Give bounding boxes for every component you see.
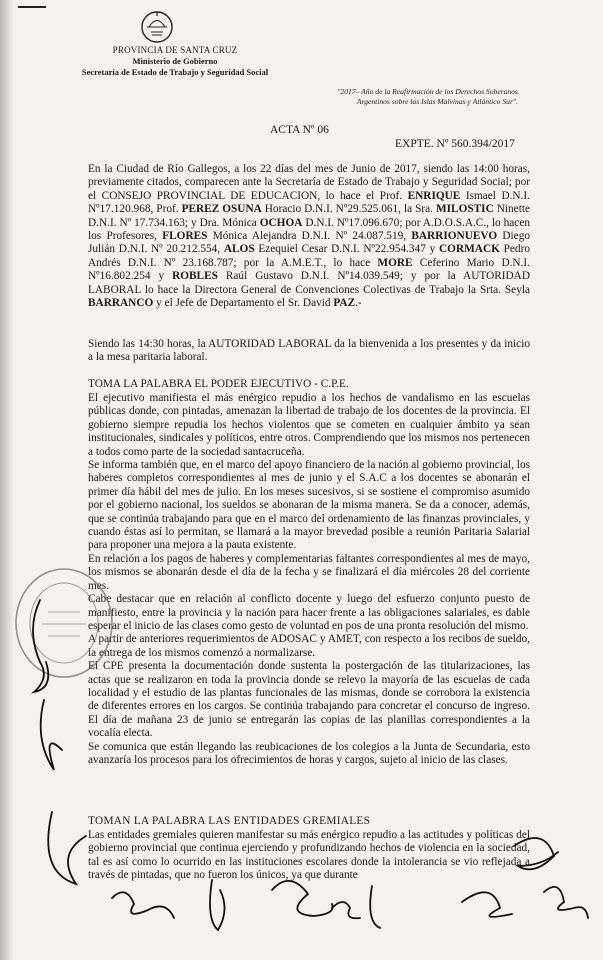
year-motto-line1: "2017– Año de la Reafirmación de los Derechos Soberanos — [337, 87, 518, 96]
section-heading-executive: TOMA LA PALABRA EL PODER EJECUTIVO - C.P.E. — [88, 378, 349, 390]
executive-paragraph: En relación a los pagos de haberes y complementarias faltantes correspondientes al mes de mayo, los mismos se abonarán desde el día de la fecha y se finalizará el día miércoles 28 del corriente mes. — [88, 552, 530, 592]
text-run: En la Ciudad de Río Gallegos, a los 22 días del mes de Junio de 2017, siendo las 14:00 horas, previamente citados, comparecen ante la Secretaría de Estado de Trabajo y Seguridad Social; por el CONSEJO PROVINCIAL DE EDUCACION, lo hace el Prof. — [88, 163, 530, 202]
province-crest-icon — [140, 10, 174, 44]
participant-surname: OCHOA — [259, 216, 303, 229]
text-run: Ninette D.N.I. Nº 17.734.163; y Dra. Mónica — [88, 203, 530, 229]
participant-surname: PEREZ OSUNA — [181, 203, 262, 216]
text-run: Ceferino Mario D.N.I. Nº16.802.254 y — [88, 256, 530, 283]
participant-surname: CORMACK — [439, 243, 500, 256]
signature-bottom-6 — [544, 887, 588, 918]
participant-surname: BARRANCO — [88, 297, 154, 310]
header-province: PROVINCIA DE SANTA CRUZ — [112, 45, 238, 55]
year-motto-line2: Argentinos sobre las Islas Malvinas y Atlántico Sur". — [356, 97, 518, 106]
text-run: Raúl Gustavo D.N.I. Nº14.039.549; y por la AUTORIDAD LABORAL lo hace la Directora General de Convenciones Colectivas de Trabajo la Srta. Seyla — [88, 270, 530, 296]
signature-bottom-3 — [272, 881, 333, 916]
text-run: Horacio D.N.I. Nº29.525.061, la Sra. — [261, 203, 436, 216]
participant-surname: ROBLES — [172, 270, 218, 283]
signature-left-margin-2 — [41, 700, 62, 770]
welcome-text: Siendo las 14:30 horas, la AUTORIDAD LABORAL da la bienvenida a los presentes y da inicio a la mesa paritaria laboral. — [88, 338, 530, 364]
signature-bottom-1 — [112, 892, 174, 918]
participant-surname: BARRIONUEVO — [411, 230, 498, 243]
executive-paragraph: A partir de anteriores requerimientos de ADOSAC y AMET, con respecto a los recibos de sueldo, la entrega de los mismos comenzó a normalizarse. — [88, 633, 530, 659]
text-run: Ezequiel Cesar D.N.I. Nº22.954.347 y — [254, 243, 440, 256]
executive-paragraph: Se informa también que, en el marco del apoyo financiero de la nación al gobierno provincial, los haberes completos correspondientes al mes de junio y el S.A.C a los docentes se abonarán el primer día hábil del mes de julio. En los meses sucesivos, si se sostiene el compromiso asumido por el gobierno nacional, los sueldos se abonaran de la misma manera. Se da a conocer, además, que se continúa trabajando para que en el marco del ordenamiento de las finanzas provinciales, y cuando éstas así lo permitan, se llamará a la mayor brevedad posible a reunión Paritaria Salarial para proponer una mejora a la pauta existente. — [88, 459, 530, 552]
text-run: Diego Julián D.N.I. Nº 20.212.554, — [88, 230, 530, 256]
executive-paragraph: El ejecutivo manifiesta el más enérgico repudio a los hechos de vandalismo en las escuelas públicas donde, con pintadas, amenazan la libertad de trabajo de los docentes de la provincia. El gobierno siempre repudia los hechos violentos que se cometen en cualquier ámbito ya sean institucionales, sindicales y políticos, entre otros. Comprendiendo que los mismos nos pertenecen a todos como parte de la sociedad santacruceña. — [88, 392, 530, 458]
unions-section — [88, 829, 530, 883]
signature-left-margin-3 — [48, 812, 86, 884]
section-heading-unions: TOMAN LA PALABRA LAS ENTIDADES GREMIALES — [88, 815, 371, 827]
scan-edge-shadow — [0, 0, 14, 960]
participant-surname: MORE — [377, 256, 413, 269]
acta-number: ACTA Nº 06 — [270, 124, 329, 136]
participant-surname: FLORES — [162, 230, 208, 243]
text-run: y el Jefe de Departamento el Sr. David — [153, 297, 334, 310]
pen-mark — [18, 6, 46, 8]
signature-bottom-4 — [332, 886, 380, 928]
text-run: Ismael D.N.I. Nº17.120.968, Prof. — [88, 189, 531, 216]
executive-paragraph: Se comunica que están llegando las reubicaciones de los colegios a la Junta de Secundaria, esto avanzaría los procesos para los ofrecimientos de horas y cargos, sujeto al inicio de las clases. — [88, 740, 530, 766]
executive-section — [88, 392, 530, 767]
header-ministry: Ministerio de Gobierno — [132, 56, 218, 66]
expediente-number: EXPTE. Nº 560.394/2017 — [395, 138, 515, 150]
text-run: Mónica Alejandra D.N.I. Nº 24.087.519, — [207, 230, 412, 243]
signature-bottom-5 — [462, 892, 512, 917]
participant-surname: PAZ — [333, 297, 356, 310]
signature-bottom-2 — [210, 880, 225, 930]
header-secretariat: Secretaría de Estado de Trabajo y Seguridad Social — [81, 67, 269, 77]
text-run: .- — [355, 297, 362, 310]
executive-paragraph: Cabe destacar que en relación al conflicto docente y luego del esfuerzo conjunto puesto de manifiesto, entre la provincia y la nación para hacer frente a las obligaciones salariales, es dable esperar el inicio de las clases como gesto de voluntad en pos de una pronta resolución del mismo. — [88, 593, 530, 632]
participant-surname: ENRIQUE — [407, 189, 461, 202]
welcome-paragraph — [88, 338, 530, 365]
year-motto — [300, 87, 518, 107]
participant-surname: ALOS — [223, 243, 255, 256]
official-stamp-icon — [12, 564, 116, 682]
executive-paragraph: El CPE presenta la documentación donde sustenta la postergación de las titularizaciones, las actas que se realizaron en toda la provincia donde se relevo la mayoría de las escuelas de cada localidad y el estudio de las plantas funcionales de las mismas, donde se corrobora la existencia de diferentes errores en los cargos. Se continúa trabajando para concretar el concurso de ingreso. El día de mañana 23 de junio se entregarán las copias de las planillas correspondientes a la vocalía electa. — [88, 660, 530, 740]
unions-paragraph: Las entidades gremiales quieren manifestar su más enérgico repudio a las actitudes y políticas del gobierno provincial que continua ejerciendo y profundizando hechos de violencia en la sociedad, tal es así como lo ocurrido en las instituciones escolares donde la intolerancia se vio reflejada a través de pintadas, que no fueron los únicos, ya que durante — [88, 829, 530, 882]
opening-paragraph — [88, 163, 530, 310]
participant-surname: MILOSTIC — [435, 203, 494, 216]
text-run: Pedro Andrés D.N.I. Nº 23.168.787; por la A.M.E.T., lo hace — [88, 243, 530, 269]
text-run: D.N.I. Nº17.096.670; por A.D.O.S.A.C., lo hacen los Profesores, — [88, 216, 530, 243]
